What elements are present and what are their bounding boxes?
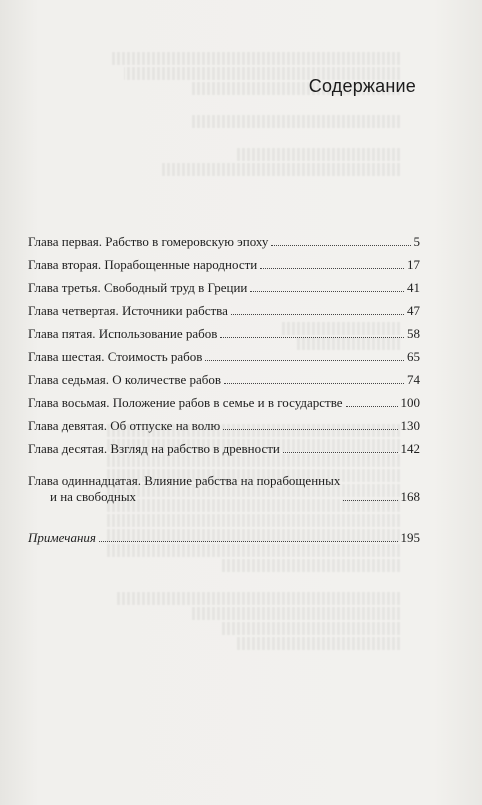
toc-entry-label: Глава десятая. Взгляд на рабство в древности xyxy=(28,441,280,456)
toc-entry-chapter-11[interactable] xyxy=(28,457,420,505)
toc-entry-page-number: 65 xyxy=(407,349,420,364)
toc-entry-label: Глава первая. Рабство в гомеровскую эпоху xyxy=(28,234,269,249)
table-of-contents xyxy=(28,227,420,546)
toc-entry-page-number: 47 xyxy=(407,303,420,318)
toc-entry-chapter-4[interactable] xyxy=(28,296,420,319)
toc-entry-notes[interactable] xyxy=(28,523,420,546)
dot-leader xyxy=(271,245,410,246)
toc-entry-page-number: 100 xyxy=(400,395,420,410)
toc-entry-label: Глава третья. Свободный труд в Греции xyxy=(28,280,248,295)
toc-entry-chapter-6[interactable] xyxy=(28,342,420,365)
toc-entry-label: Глава вторая. Порабощенные народности xyxy=(28,257,258,272)
toc-entry-page-number: 5 xyxy=(413,234,420,249)
toc-entry-chapter-2[interactable] xyxy=(28,250,420,273)
toc-entry-chapter-3[interactable] xyxy=(28,273,420,296)
dot-leader xyxy=(260,268,404,269)
toc-entry-page-number: 168 xyxy=(400,489,420,504)
toc-entry-page-number: 130 xyxy=(400,418,420,433)
toc-entry-label: Глава шестая. Стоимость рабов xyxy=(28,349,203,364)
toc-entry-chapter-8[interactable] xyxy=(28,388,420,411)
toc-entry-label: Примечания xyxy=(28,530,96,545)
dot-leader xyxy=(205,360,404,361)
dot-leader xyxy=(346,406,398,407)
dot-leader xyxy=(283,452,398,453)
dot-leader xyxy=(224,383,404,384)
page-title: Содержание xyxy=(308,76,416,96)
toc-entry-label: Глава восьмая. Положение рабов в семье и в государстве xyxy=(28,395,343,410)
toc-entry-label xyxy=(28,473,343,505)
toc-entry-page-number: 58 xyxy=(407,326,420,341)
dot-leader xyxy=(231,314,404,315)
dot-leader xyxy=(250,291,404,292)
toc-entry-page-number: 195 xyxy=(400,530,420,545)
toc-entry-page-number: 74 xyxy=(407,372,420,387)
toc-entry-chapter-10[interactable] xyxy=(28,434,420,457)
toc-entry-label-line-2: и на свободных xyxy=(50,489,137,504)
dot-leader xyxy=(99,541,398,542)
toc-entry-label: Глава девятая. Об отпуске на волю xyxy=(28,418,221,433)
toc-entry-label: Глава седьмая. О количестве рабов xyxy=(28,372,221,387)
dot-leader xyxy=(223,429,397,430)
dot-leader xyxy=(220,337,404,338)
toc-entry-label-line-1: Глава одиннадцатая. Влияние рабства на порабощенных xyxy=(28,473,341,488)
toc-entry-chapter-1[interactable] xyxy=(28,227,420,250)
toc-entry-page-number: 142 xyxy=(400,441,420,456)
toc-entry-chapter-9[interactable] xyxy=(28,411,420,434)
toc-entry-label: Глава пятая. Использование рабов xyxy=(28,326,218,341)
toc-entry-page-number: 41 xyxy=(407,280,420,295)
toc-entry-chapter-5[interactable] xyxy=(28,319,420,342)
toc-entry-label: Глава четвертая. Источники рабства xyxy=(28,303,228,318)
dot-leader xyxy=(343,500,397,501)
toc-entry-chapter-7[interactable] xyxy=(28,365,420,388)
toc-entry-page-number: 17 xyxy=(407,257,420,272)
